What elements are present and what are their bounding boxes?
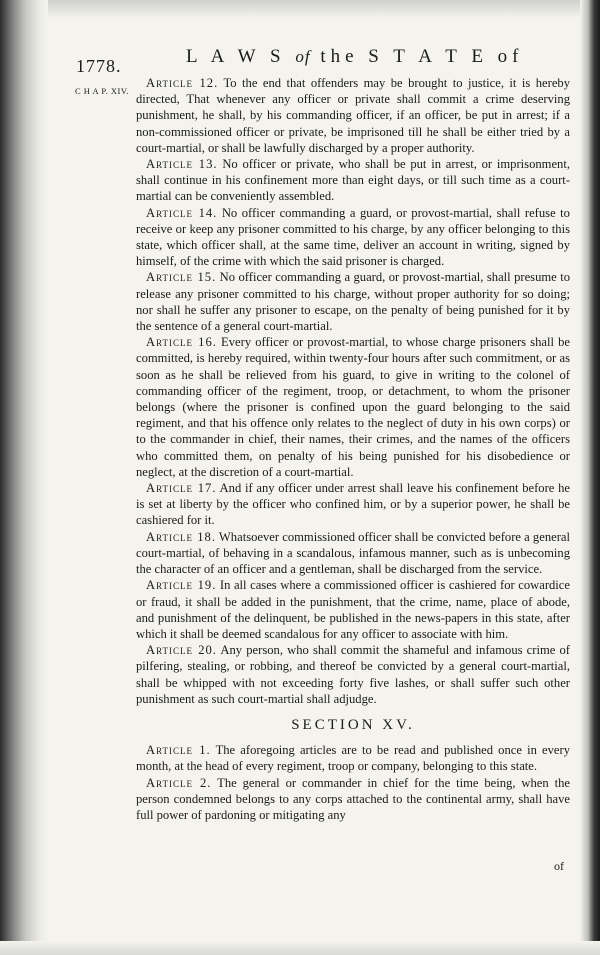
article-text: Any person, who shall commit the shameful and infamous crime of pilfering, stealing, or robbing, and thereof be convicted by a general court-martial, shall be whipped with not exceeding forty five lashes, or shall suffer such other punishment as such court-martial shall adjudge. xyxy=(136,643,570,706)
page-body xyxy=(136,75,570,823)
article-text: Whatsoever commissioned officer shall be convicted before a general court-martial, of behaving in a scandalous, infamous manner, such as is unbecoming the character of an officer and a gentleman, shall be discharged from the service. xyxy=(136,529,570,577)
article-label: Article 18. xyxy=(146,529,216,544)
article-text: And if any officer under arrest shall leave his confinement before he is set at liberty by the officer who confined him, or by a superior power, he shall be cashiered for it. xyxy=(136,481,570,528)
article-text: The general or commander in chief for the time being, when the person condemned belongs to any corps attached to the continental army, shall have full power of pardoning or mitigating any xyxy=(136,775,571,822)
article-label: Article 14. xyxy=(146,205,218,220)
article-paragraph xyxy=(136,642,570,707)
article-text: Every officer or provost-martial, to whose charge prisoners shall be committed, is hereby required, within twenty-four hours after such commitment, or as soon as he shall be relieved from his guard, to give in writing to the colonel of commanding officer of the regiment, troop, or detachment, to whom the prisoner belongs (where the prisoner is confined upon the guard belonging to the said regiment, and that his offence only relates to the neglect of duty in his own corps) or to the commander in chief, their names, their crimes, and the names of the officers who committed them, on penalty of his being punished for his disobedience or neglect, at the discretion of a court-martial. xyxy=(136,335,570,479)
article-label: Article 19. xyxy=(146,578,217,593)
scan-top-edge xyxy=(0,0,600,18)
article-text: To the end that offenders may be brought to justice, it is hereby directed, That whenever any officer or private shall commit a crime deserving punishment, he shall, by his commanding officer, if an officer, be put in arrest; if a non-commissioned officer or private, be imprisoned till he shall be either tried by a court-martial, or shall be lawfully discharged by a proper authority. xyxy=(136,76,570,155)
article-label: Article 15. xyxy=(146,270,217,285)
article-paragraph xyxy=(136,334,570,480)
book-gutter xyxy=(0,0,48,955)
scan-bottom-edge xyxy=(0,941,600,955)
catchword: of xyxy=(554,859,564,873)
article-label: Article 12. xyxy=(146,76,219,90)
running-title-state: the S T A T E of xyxy=(320,46,524,67)
margin-chapter-note: C H A P. XIV. xyxy=(74,86,130,96)
article-paragraph xyxy=(136,75,570,156)
article-text: No officer commanding a guard, or provost-martial, shall presume to release any prisoner committed to his charge, without proper authority for so doing; nor shall he suffer any prisoner to escape, on the penalty of being punished for it by the sentence of a general court-martial. xyxy=(136,270,570,334)
article-label: Article 13. xyxy=(146,157,218,172)
article-label: Article 17. xyxy=(146,481,217,496)
article-paragraph xyxy=(136,529,570,578)
article-paragraph xyxy=(136,269,570,334)
article-text: In all cases where a commissioned officer is cashiered for cowardice or fraud, it shall be added in the punishment, that the crime, name, place of abode, and punishment of the delinquent, be published in the news-papers in this state, after which it shall be deemed scandalous for any officer to associate with him. xyxy=(136,578,570,641)
article-paragraph xyxy=(136,775,570,824)
running-title-laws: L A W S xyxy=(186,46,286,67)
article-paragraph xyxy=(136,480,570,529)
page-year: 1778. xyxy=(76,56,122,76)
article-paragraph xyxy=(136,156,570,205)
running-title xyxy=(186,46,524,68)
article-text: No officer or private, who shall be put in arrest, or imprisonment, shall continue in his confinement more than eight days, or till such time as a court-martial can be conveniently assembled. xyxy=(136,157,570,204)
article-text: The aforegoing articles are to be read and published once in every month, at the head of every regiment, troop or company, belonging to this state. xyxy=(136,743,570,774)
article-paragraph xyxy=(136,577,570,642)
article-label: Article 1. xyxy=(146,743,211,758)
article-label: Article 2. xyxy=(146,775,212,790)
article-paragraph xyxy=(136,205,570,270)
article-paragraph xyxy=(136,742,570,774)
article-label: Article 20. xyxy=(146,643,217,658)
article-text: No officer commanding a guard, or provost-martial, shall refuse to receive or keep any prisoner committed to his charge, by any officer belonging to this state, which officer shall, at the same time, deliver an account in writing, signed by himself, of the crime with which the said prisoner is charged. xyxy=(136,205,570,269)
scan-right-edge xyxy=(580,0,600,955)
section-heading: SECTION XV. xyxy=(291,716,415,733)
article-label: Article 16. xyxy=(146,335,217,350)
running-title-of: of xyxy=(295,47,311,66)
